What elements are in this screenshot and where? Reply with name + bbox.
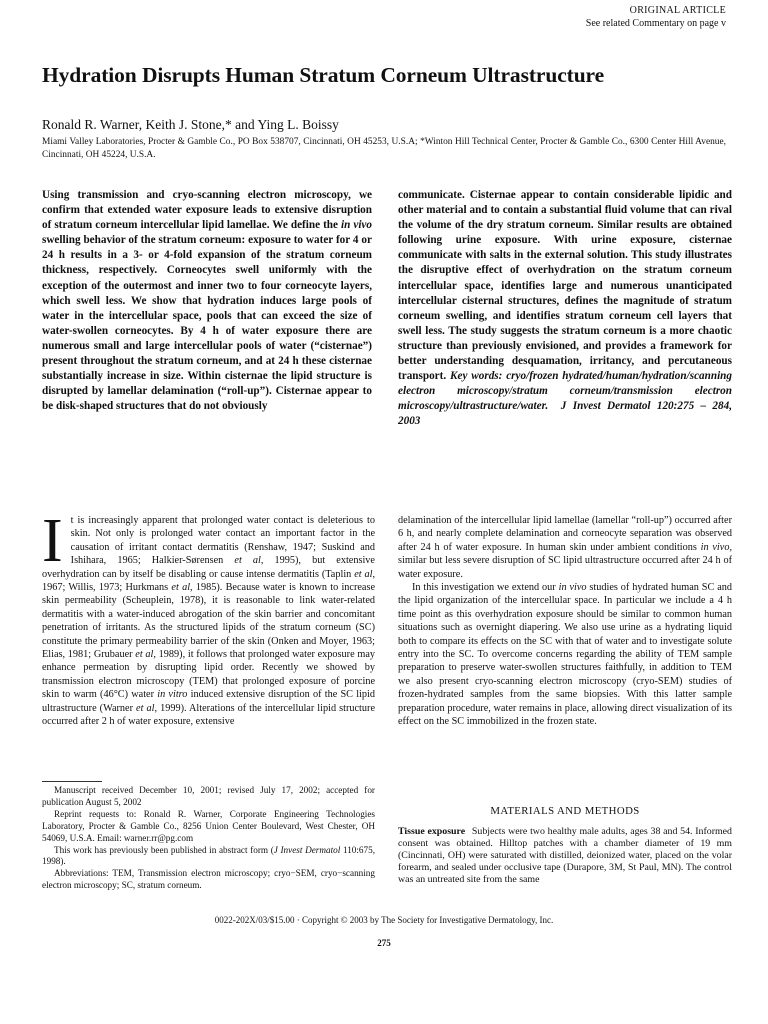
body-italic: in vivo: [700, 541, 730, 553]
body-text: , 1999). Alterations of the intercellular lipid structure occurred after 2 h of water exposure, extensive: [42, 702, 375, 728]
copyright-line: 0022-202X/03/$15.00 · Copyright © 2003 by The Society for Investigative Dermatology, Inc.: [214, 915, 554, 925]
footnote-reprints: Reprint requests to: Ronald R. Warner, Corporate Engineering Technologies Laboratory, Procter & Gamble Co., 8256 Union Center Boulevard, West Chester, OH 54069, U.S.A. Email: warner.rr@pg.com: [42, 808, 375, 843]
footnote-previous: [42, 845, 375, 869]
page-number: 275: [377, 938, 391, 948]
footnote-received: Manuscript received December 10, 2001; revised July 17, 2002; accepted for publication August 5, 2002: [42, 785, 375, 807]
abstract-text: Using transmission and cryo-scanning electron microscopy, we confirm that extended water exposure leads to extensive disruption of stratum corneum intercellular lipid lamellae. We define the: [42, 189, 372, 232]
affiliations: Miami Valley Laboratories, Procter & Gamble Co., PO Box 538707, Cincinnati, OH 45253, U.S.A; *Winton Hill Technical Center, Procter & Gamble Co., 6300 Center Hill Avenue, Cincinnati, OH 45224, U.S.A.: [42, 137, 726, 160]
intro-paragraph: [398, 514, 732, 581]
body-text: t is increasingly apparent that prolonged water contact is deleterious to skin. Not only is prolonged water contact an important factor in the causation of irritant contact dermatitis (Renshaw, 1947; Suskind and Ishihara, 1965; Halkier-Sørensen: [70, 515, 375, 567]
body-text: induced extensive disruption of the SC lipid ultrastructure (Warner: [42, 689, 376, 714]
methods-paragraph: [398, 826, 732, 886]
body-italic: in vivo: [558, 582, 587, 594]
body-italic: et al: [354, 568, 373, 580]
article-type: ORIGINAL ARTICLE: [629, 5, 726, 16]
abstract-italic: in vivo: [341, 219, 372, 232]
body-italic: et al: [136, 702, 155, 714]
intro-left-column: [42, 507, 376, 729]
footnote-text: This work has previously been published in abstract form (: [54, 844, 274, 855]
body-text: studies of hydrated human SC and the lipid organization of the intercellular space. In particular we include a 4 h time point as this overhydration exposure should be similar to common human situations such as overnight diapering. We also use urine as a hydrating liquid both to compare its effects on the SC with that of water and to investigate solute entry into the SC. To overcome concerns regarding the ability of TEM sample preparation to preserve water-swollen structures faithfully, in addition to TEM we also present cryo-scanning electron microscopy (cryo-SEM) studies of frozen-hydrated samples from the same biopsies. With this latter sample preparation procedure, water remains in place, allowing direct visualization of its effect on the SC immobilized in the frozen state.: [398, 582, 732, 728]
intro-paragraph: [398, 581, 732, 728]
body-text: , similar but less severe disruption of SC lipid ultrastructure occurred after 24 h of water exposure.: [398, 541, 733, 580]
footnotes: [42, 785, 375, 892]
article-title: Hydration Disrupts Human Stratum Corneum Ultrastructure: [42, 63, 605, 87]
body-text: , 1995), but extensive overhydration can by itself be disabling or cause intense dermatitis (Taplin: [42, 555, 375, 580]
footnote-journal: J Invest Dermatol: [273, 844, 341, 855]
abstract-left: [42, 188, 372, 414]
body-text: , 1989), it follows that prolonged water exposure may enhance permeation by disrupting lipid order. Recently we showed by transmission electron microscopy (TEM) that prolonged exposure of porcine skin to warm (46°C) water: [42, 649, 376, 701]
commentary-note: See related Commentary on page v: [585, 18, 726, 29]
footnote-text: 110:675, 1998).: [42, 844, 376, 867]
body-text: In this investigation we extend our: [412, 582, 559, 594]
abstract-text: swelling behavior of the stratum corneum: exposure to water for 4 or 24 h results in a 3- or 4-fold expansion of the stratum corneum thickness, respectively. Corneocytes swell uniformly with the exception of the outermost and inner two to four corneocyte layers, which swell less. We show that hydration induces large pools of water in the intercellular space, pools that can exceed the size of water-swollen corneocytes. By 4 h of water exposure there are numerous small and large intercellular pools of water (“cisternae”) present throughout the stratum corneum, and at 24 h these cisternae substantially increase in size. Within cisternae the lipid structure is disrupted by lamellar delamination (“roll-up”). Cisternae appear to be disk-shaped structures that do not obviously: [42, 234, 372, 413]
citation: J Invest Dermatol 120:275 – 284, 2003: [398, 400, 732, 428]
body-italic: et al: [234, 555, 261, 567]
body-text: delamination of the intercellular lipid lamellae (lamellar “roll-up”) occurred after 6 h, and nearly complete delamination and corneocyte separation was observed after 24 h of water exposure. In human skin under ambient conditions: [398, 515, 732, 553]
body-text: , 1967; Willis, 1973; Hurkmans: [42, 568, 376, 594]
abstract-text: communicate. Cisternae appear to contain considerable lipidic and other material and to contain a substantial fluid volume that can rival the volume of the dry stratum corneum. Similar results are obtained following urine exposure. With urine exposure, cisternae communicate with salts in the external solution. This study illustrates the disruptive effect of overhydration on the stratum corneum intercellular space, identifies large and numerous unanticipated intercellular cisternal structures, defines the magnitude of stratum corneum swelling, and identifies stratum corneum cell layers that swell less. The study suggests the stratum corneum is a more chaotic structure than previously envisioned, and provides a framework for better understanding desquamation, irritancy, and percutaneous transport.: [398, 189, 732, 383]
author-list: Ronald R. Warner, Keith J. Stone,* and Ying L. Boissy: [42, 117, 339, 132]
body-text: , 1985). Because water is known to increase skin permeability (Scheuplein, 1978), it is reasonable to link water-related dermatitis with a water-induced abrogation of the skin barrier and concomitant penetration of irritants. As the structured lipids of the stratum corneum (SC) constitute the primary permeability barrier of the skin (Onken and Moyer, 1963; Elias, 1981; Grubauer: [42, 582, 376, 661]
abstract-right: [398, 188, 732, 430]
article-header: [586, 4, 726, 30]
footnote-abbreviations: Abbreviations: TEM, Transmission electron microscopy; cryo−SEM, cryo−scanning electron microscopy; SC, stratum corneum.: [42, 868, 375, 891]
keywords: Key words: cryo/frozen hydrated/human/hydration/scanning electron microscopy/stratum corneum/transmission electron microscopy/ultrastructure/water.: [398, 370, 732, 413]
section-heading: MATERIALS AND METHODS: [490, 805, 640, 817]
intro-paragraph: [42, 507, 376, 729]
footnote-divider: [42, 781, 102, 782]
subsection-heading: Tissue exposure: [398, 826, 466, 837]
body-italic: in vitro: [157, 689, 188, 701]
drop-cap: I: [42, 507, 63, 575]
body-italic: et al: [135, 649, 154, 661]
intro-right-column: [398, 514, 732, 729]
body-text: Subjects were two healthy male adults, ages 38 and 54. Informed consent was obtained. Hilltop patches with a chamber diameter of 19 mm (Cincinnati, OH) were saturated with distilled, deionized water, placed on the volar forearm, and sealed under occlusive tape (Durapore, 3M, St Paul, MN). The control was an untreated site from the same: [398, 826, 732, 885]
body-italic: et al: [171, 582, 191, 594]
